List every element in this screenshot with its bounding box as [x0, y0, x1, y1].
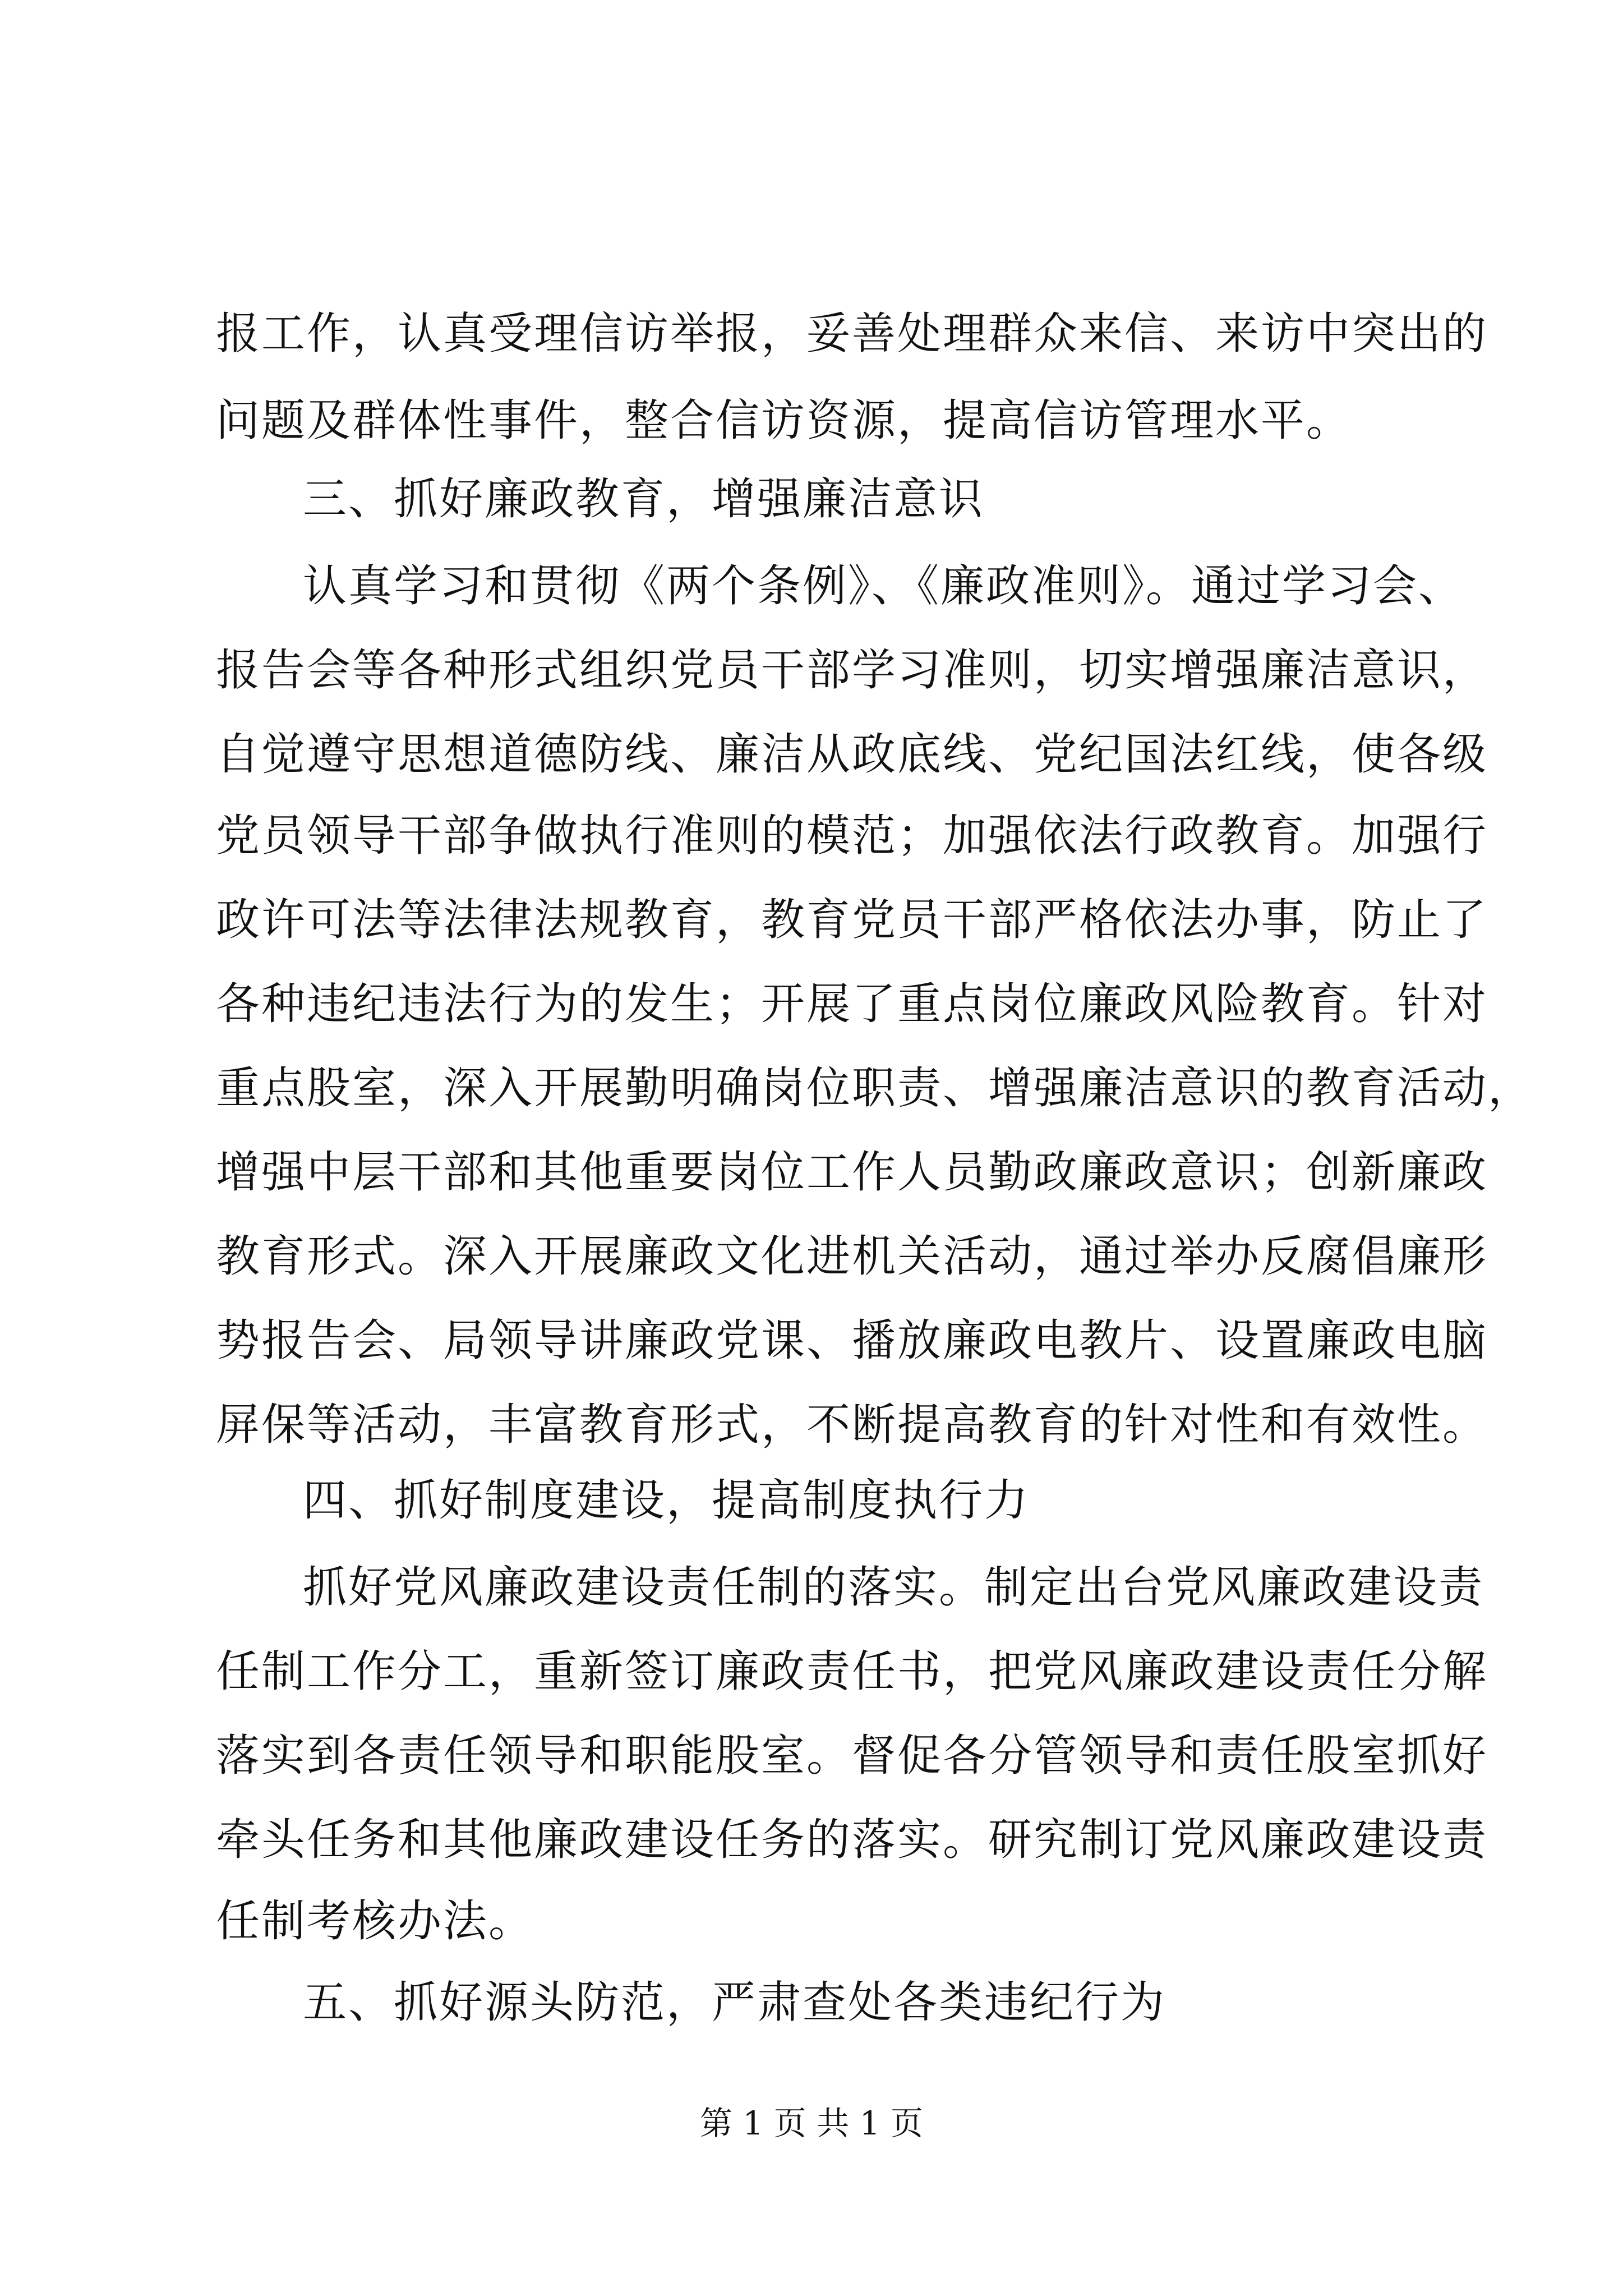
paragraph-first-line: 认真学习和贯彻《两个条例》、《廉政准则》。通过学习会、	[303, 561, 1464, 611]
body-text-line: 任制考核办法。	[216, 1896, 534, 1947]
body-text-line: 屏保等活动，丰富教育形式，不断提高教育的针对性和有效性。	[216, 1400, 1488, 1450]
body-text-line: 教育形式。深入开展廉政文化进机关活动，通过举办反腐倡廉形	[216, 1231, 1488, 1282]
paragraph-first-line: 抓好党风廉政建设责任制的落实。制定出台党风廉政建设责	[303, 1562, 1484, 1613]
body-text-line: 报工作，认真受理信访举报，妥善处理群众来信、来访中突出的	[216, 309, 1488, 359]
body-text-line: 报告会等各种形式组织党员干部学习准则，切实增强廉洁意识，	[216, 645, 1488, 696]
body-text-line: 势报告会、局领导讲廉政党课、播放廉政电教片、设置廉政电脑	[216, 1315, 1488, 1366]
body-text-line: 重点股室，深入开展勤明确岗位职责、增强廉洁意识的教育活动，	[216, 1063, 1534, 1114]
body-text-line: 增强中层干部和其他重要岗位工作人员勤政廉政意识；创新廉政	[216, 1147, 1488, 1198]
section-heading-4: 四、抓好制度建设，提高制度执行力	[303, 1475, 1030, 1526]
body-text-line: 各种违纪违法行为的发生；开展了重点岗位廉政风险教育。针对	[216, 979, 1488, 1029]
body-text-line: 任制工作分工，重新签订廉政责任书，把党风廉政建设责任分解	[216, 1646, 1488, 1697]
section-heading-3: 三、抓好廉政教育，增强廉洁意识	[303, 474, 985, 524]
page-number-footer: 第 1 页 共 1 页	[700, 2104, 923, 2142]
section-heading-5: 五、抓好源头防范，严肃查处各类违纪行为	[303, 1977, 1166, 2028]
body-text-line: 党员领导干部争做执行准则的模范；加强依法行政教育。加强行	[216, 811, 1488, 861]
body-text-line: 政许可法等法律法规教育，教育党员干部严格依法办事，防止了	[216, 895, 1488, 945]
body-text-line: 牵头任务和其他廉政建设任务的落实。研究制订党风廉政建设责	[216, 1815, 1488, 1865]
body-text-line: 自觉遵守思想道德防线、廉洁从政底线、党纪国法红线，使各级	[216, 729, 1488, 780]
body-text-line: 落实到各责任领导和职能股室。督促各分管领导和责任股室抓好	[216, 1731, 1488, 1781]
body-text-line: 问题及群体性事件，整合信访资源，提高信访管理水平。	[216, 395, 1352, 446]
